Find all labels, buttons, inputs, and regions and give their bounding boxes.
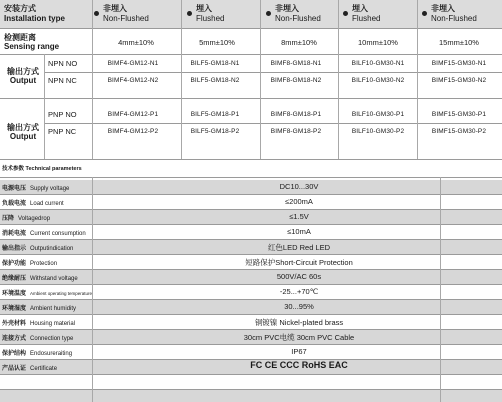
spec-row-withstand-voltage: 绝缘耐压 Withstand voltage 500V/AC 60s	[0, 270, 502, 284]
divider	[44, 72, 502, 73]
divider	[44, 123, 502, 124]
table-row	[44, 123, 502, 142]
divider	[0, 254, 502, 255]
sensing-value: 4mm±10%	[118, 38, 154, 47]
divider	[0, 54, 502, 55]
divider	[0, 209, 502, 210]
divider	[181, 0, 182, 159]
divider	[440, 177, 441, 402]
spec-row-supply-voltage: 电源电压 Supply voltage DC10...30V	[0, 180, 502, 194]
output-label: 输出方式 Output	[7, 123, 39, 141]
divider	[0, 98, 502, 99]
sensing-value: 15mm±10%	[439, 38, 479, 47]
spec-row-empty	[0, 390, 502, 402]
spec-row-ambient-humidity: 环境湿度 Ambient humidity 30...95%	[0, 300, 502, 314]
divider	[0, 329, 502, 330]
divider	[0, 177, 502, 178]
sensing-value: 10mm±10%	[358, 38, 398, 47]
spec-row-load-current: 负载电流 Load current ≤200mA	[2, 197, 313, 207]
bullet-icon	[266, 11, 271, 16]
spec-row-protection: 保护功能 Protection 短路保护Short-Circuit Protection	[2, 258, 353, 267]
model-code: BIMF4-GM12-N2	[107, 77, 159, 84]
installation-type-en: Installation type	[4, 14, 65, 23]
model-code: BILF5-GM18-P2	[190, 128, 240, 135]
divider	[0, 374, 502, 375]
sensing-value: 8mm±10%	[281, 38, 317, 47]
model-code: BILF5-GM18-P1	[190, 111, 240, 118]
model-code: BILF10-GM30-N1	[351, 60, 405, 67]
tech-parameters-heading: 技术参数 Technical parameters	[2, 166, 82, 172]
sensing-value: 5mm±10%	[199, 38, 235, 47]
model-code: BIMF4-GM12-P2	[107, 128, 159, 135]
output-label: 输出方式 Output	[7, 67, 39, 85]
spec-row-ambient-temperature: 环境温度 Ambient operating temperature -25...+70℃	[2, 287, 319, 297]
certification-marks: FC CE CCC RoHS EAC	[250, 360, 348, 370]
spec-row-current-consumption: 消耗电流 Current consumption ≤10mA	[2, 227, 311, 237]
model-code: BILF10-GM30-P1	[351, 111, 405, 118]
model-code: BIMF8-GM18-N2	[270, 77, 322, 84]
output-type: PNP NO	[48, 110, 77, 119]
spec-row-housing-material: 外壳材料 Housing material 铜镀镍 Nickel-plated brass	[2, 318, 344, 327]
model-code: BIMF15-GM30-P1	[431, 111, 487, 118]
sensing-range-row	[0, 28, 502, 54]
model-code: BILF5-GM18-N1	[190, 60, 240, 67]
model-code: BIMF8-GM18-N1	[270, 60, 322, 67]
divider	[338, 0, 339, 159]
model-code: BIMF15-GM30-N1	[431, 60, 487, 67]
spec-row-enclosure-rating: 保护结构 Endosureraiting IP67	[2, 347, 307, 357]
divider	[0, 239, 502, 240]
installation-type-label	[4, 4, 90, 24]
sensing-range-label: 检测距离 Sensing range	[4, 33, 60, 51]
divider	[44, 54, 45, 159]
divider	[260, 0, 261, 159]
divider	[0, 314, 502, 315]
spec-row-connection-type: 连接方式 Connection type 30cm PVC电缆 30cm PVC Cable	[0, 330, 502, 344]
model-code: BIMF15-GM30-N2	[431, 77, 487, 84]
output-type: NPN NO	[48, 59, 78, 68]
model-code: BILF10-GM30-P2	[351, 128, 405, 135]
model-code: BIMF4-GM12-P1	[107, 111, 159, 118]
divider	[0, 284, 502, 285]
divider	[0, 194, 502, 195]
divider	[92, 0, 93, 159]
installation-type-cn: 安装方式	[4, 4, 36, 13]
spec-row-voltage-drop: 压降 Voltagedrop ≤1.5V	[0, 210, 502, 224]
bullet-icon	[343, 11, 348, 16]
divider	[92, 177, 93, 402]
output-type: PNP NC	[48, 127, 77, 136]
spec-row-certificate: 产品认证 Certificate FC CE CCC RoHS EAC	[0, 360, 502, 374]
divider	[0, 28, 502, 29]
divider	[0, 159, 502, 160]
table-row	[44, 72, 502, 91]
model-code: BILF10-GM30-N2	[351, 77, 405, 84]
divider	[0, 224, 502, 225]
spec-row-empty	[0, 375, 502, 389]
divider	[0, 389, 502, 390]
bullet-icon	[94, 11, 99, 16]
bullet-icon	[422, 11, 427, 16]
model-code: BIMF8-GM18-P2	[270, 128, 322, 135]
spec-row-output-indication: 输出指示 Outputindication 红色LED Red LED	[0, 240, 502, 254]
divider	[0, 344, 502, 345]
divider	[417, 0, 418, 159]
model-code: BIMF8-GM18-P1	[270, 111, 322, 118]
divider	[0, 299, 502, 300]
divider	[0, 359, 502, 360]
bullet-icon	[187, 11, 192, 16]
model-code: BIMF4-GM12-N1	[107, 60, 159, 67]
divider	[0, 269, 502, 270]
model-code: BILF5-GM18-N2	[190, 77, 240, 84]
header-row: 安装方式 Installation type 非埋入 Non-Flushed 埋入 Flushed 非埋入 Non-Flushed 埋入 Flushed 非埋入 Non-Flushed	[0, 0, 502, 28]
model-code: BIMF15-GM30-P2	[431, 128, 487, 135]
output-type: NPN NC	[48, 76, 77, 85]
